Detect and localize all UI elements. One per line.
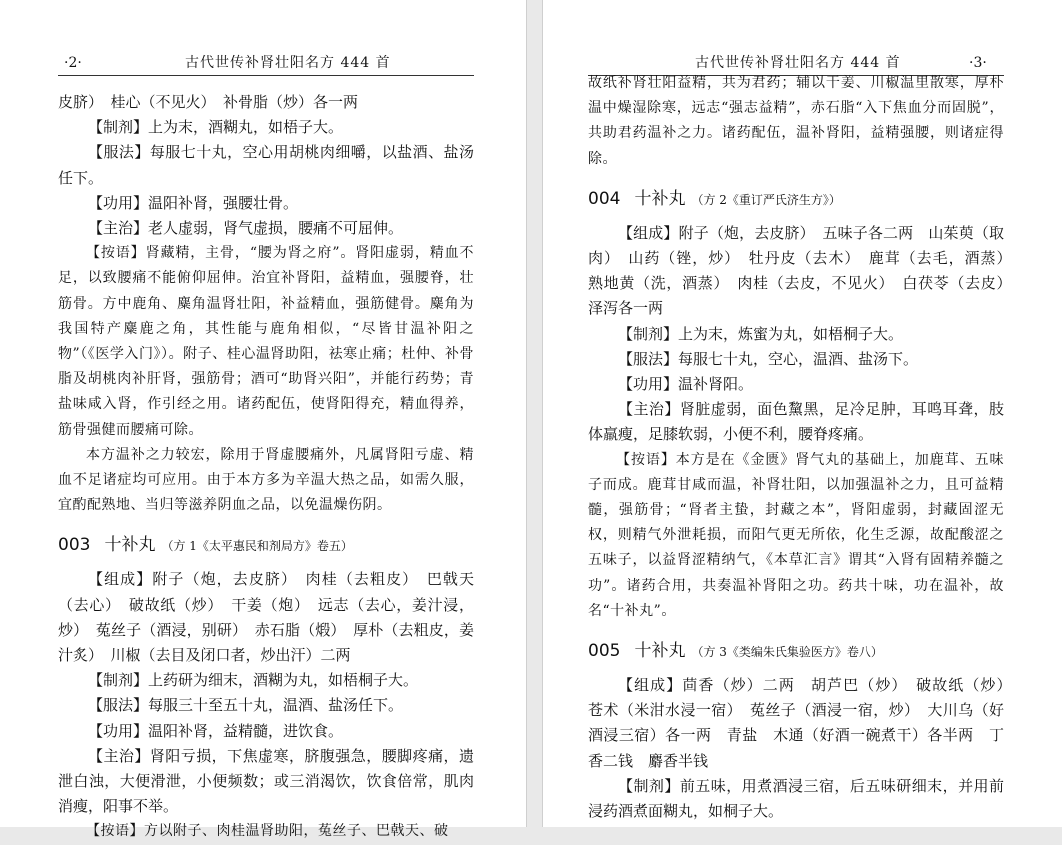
- rx-prep: [58, 668, 474, 693]
- item-label: 【服法】: [88, 143, 150, 162]
- rx-function: [588, 372, 1004, 397]
- item-label: 【制剂】: [88, 118, 149, 137]
- item-text: 温补肾阳。: [678, 375, 754, 394]
- item-text: 温阳补肾，益精髓，进饮食。: [148, 721, 344, 740]
- rx-indication: [58, 744, 474, 820]
- rx-commentary-2: 本方温补之力较宏，除用于肾虚腰痛外，凡属肾阳亏虚、精血不足诸症均可应用。由于本方多为辛温大热之品，如需久服，宜酌配熟地、当归等滋养阴血之品，以免温燥伤阴。: [58, 446, 474, 514]
- section-number: 005: [588, 641, 621, 662]
- item-label: 【功用】: [618, 375, 679, 394]
- section-source: （方 1《太平惠民和剂局方》卷五）: [161, 539, 353, 554]
- item-label: 【制剂】: [618, 776, 680, 795]
- item-text: 上为末，炼蜜为丸，如梧桐子大。: [678, 324, 904, 343]
- rx-composition: [588, 673, 1020, 774]
- item-label: 【主治】: [88, 746, 150, 765]
- rx-commentary: [58, 819, 474, 844]
- item-text: 本方是在《金匮》肾气丸的基础上，加鹿茸、五味子而成。鹿茸甘咸而温，补肾壮阳，以加强温补之力，且可益精髓，强筋骨；“肾者主蛰，封藏之本”，肾阳虚弱，封藏固涩无权，则精气外泄耗损，而阳气更无所依，化生乏源，故配酸涩之五味子，以益肾涩精纳气，《本草汇言》谓其“入肾有固精养髓之功”。诸药合用，共奏温补肾阳之功。药共十味，功在温补，故名“十补丸”。: [588, 451, 1005, 619]
- rx-dosage: [58, 140, 474, 190]
- section-source: （方 2《重订严氏济生方》）: [691, 192, 841, 207]
- item-label: 【服法】: [88, 696, 149, 715]
- running-title: 古代世传补肾壮阳名方 444 首: [185, 55, 391, 71]
- item-label: 【组成】: [88, 570, 153, 589]
- item-text: 老人虚弱，肾气虚损，腰痛不可屈伸。: [148, 219, 404, 238]
- item-text: 每服三十至五十丸，温酒、盐汤任下。: [148, 696, 404, 715]
- section-number: 003: [58, 535, 91, 556]
- page-number: ·2·: [64, 55, 82, 71]
- section-heading-004: [588, 184, 1004, 215]
- item-text: 上为末，酒糊丸，如梧子大。: [148, 118, 344, 137]
- section-heading-005: [588, 636, 1004, 667]
- rx-prep: [588, 322, 1004, 347]
- item-text: 茴香（炒）二两 胡芦巴（炒） 破故纸（炒） 苍术（米泔水浸一宿） 菟丝子（酒浸一宿，炒） 大川乌（好酒浸三宿）各一两 青盐 木通（好酒一碗煮干）各半两 丁香二钱 麝香半钱: [588, 676, 1020, 770]
- item-label: 【服法】: [618, 349, 679, 368]
- item-label: 【主治】: [88, 219, 149, 238]
- item-text: 上药研为细末，酒糊为丸，如梧桐子大。: [148, 671, 419, 690]
- section-name: 十补丸: [634, 641, 686, 662]
- page-body: [58, 90, 474, 845]
- item-text: 附子（炮，去皮脐） 肉桂（去粗皮） 巴戟天（去心） 破故纸（炒） 干姜（炮） 远志（去心，姜汁浸，炒） 菟丝子（酒浸，别研） 赤石脂（煅） 厚朴（去粗皮，姜汁炙） 川椒（去目及闭口者，炒出汗）二两: [58, 570, 474, 665]
- item-label: 【制剂】: [618, 324, 679, 343]
- item-text: 前五味，用煮酒浸三宿，后五味研细末，并用前浸药酒煮面糊丸，如桐子大。: [588, 776, 1004, 821]
- item-label: 【按语】: [86, 245, 146, 262]
- section-number: 004: [588, 188, 621, 209]
- rx-dosage: [58, 693, 474, 718]
- item-text: 附子（炮，去皮脐） 五味子各二两 山茱萸（取肉） 山药（锉，炒） 牡丹皮（去木） 鹿茸（去毛，酒蒸） 熟地黄（洗，酒蒸） 肉桂（去皮，不见火） 白茯苓（去皮） 泽泻各一两: [588, 223, 1020, 318]
- rx-composition: [58, 567, 474, 668]
- item-label: 【功用】: [88, 193, 149, 212]
- page-body: [588, 71, 1020, 824]
- item-label: 【组成】: [618, 676, 683, 695]
- rx-dosage: [588, 347, 1004, 372]
- rx-indication: [588, 397, 1004, 447]
- item-text: 肾藏精，主骨，“腰为肾之府”。肾阳虚弱，精血不足，以致腰痛不能俯仰屈伸。治宜补肾阳，益精血，强腰脊，壮筋骨。方中鹿角、麋角温肾壮阳，补益精血，强筋健骨。麋角为我国特产麋鹿之角，其性能与鹿角相似，“尽皆甘温补阳之物”（《医学入门》）。附子、桂心温肾助阳，祛寒止痛；杜仲、补骨脂及胡桃肉补肝肾，强筋骨；酒可“助肾兴阳”，并能行药势；青盐味咸入肾，作引经之用。诸药配伍，使肾阳得充，精血得养，筋骨强健而腰痛可除。: [58, 245, 474, 438]
- item-label: 【按语】: [616, 451, 676, 468]
- section-name: 十补丸: [634, 188, 686, 209]
- rx-function: [58, 719, 474, 744]
- item-label: 【主治】: [618, 400, 680, 419]
- section-source: （方 3《类编朱氏集验医方》卷八）: [691, 645, 883, 660]
- rx-prep: [58, 115, 474, 140]
- rx-composition: [588, 221, 1020, 322]
- rx-commentary: [58, 241, 474, 443]
- item-label: 【功用】: [88, 721, 149, 740]
- item-text: 每服七十丸，空心，温酒、盐汤下。: [678, 349, 919, 368]
- rx-commentary: [588, 448, 1004, 624]
- item-text: 方以附子、肉桂温肾助阳，菟丝子、巴戟天、破: [144, 823, 449, 840]
- rx-indication: [58, 216, 474, 241]
- rx-prep: [588, 774, 1004, 824]
- item-label: 【组成】: [618, 223, 679, 242]
- left-page: [0, 0, 527, 840]
- item-text: 每服七十丸，空心用胡桃肉细嚼，以盐酒、盐汤任下。: [58, 143, 474, 187]
- rx-function: [58, 191, 474, 216]
- continuation-line: 皮脐） 桂心（不见火） 补骨脂（炒）各一两: [58, 93, 359, 111]
- item-text: 肾阳亏损，下焦虚寒，脐腹强急，腰脚疼痛，遗泄白浊，大便滑泄，小便频数；或三消渴饮，饮食倍常，肌肉消瘦，阳事不举。: [58, 746, 474, 816]
- continuation-text: 故纸补肾壮阳益精，共为君药；辅以干姜、川椒温里散寒，厚朴温中燥湿除寒，远志“强志益精”，赤石脂“入下焦血分而固脱”，共助君药温补之力。诸药配伍，温补肾阳，益精强腰，则诸症得除。: [588, 75, 1004, 167]
- section-name: 十补丸: [104, 535, 156, 556]
- page-number: ·3·: [969, 55, 987, 71]
- item-text: 温阳补肾，强腰壮骨。: [148, 193, 299, 212]
- item-label: 【按语】: [86, 823, 144, 840]
- section-heading-003: [58, 530, 474, 561]
- running-title: 古代世传补肾壮阳名方 444 首: [695, 55, 901, 71]
- header-rule: [58, 75, 474, 76]
- item-text: 肾脏虚弱，面色黧黑，足冷足肿，耳鸣耳聋，肢体羸瘦，足膝软弱，小便不利，腰脊疼痛。: [588, 400, 1004, 444]
- item-label: 【制剂】: [88, 671, 149, 690]
- right-page: [542, 0, 1062, 827]
